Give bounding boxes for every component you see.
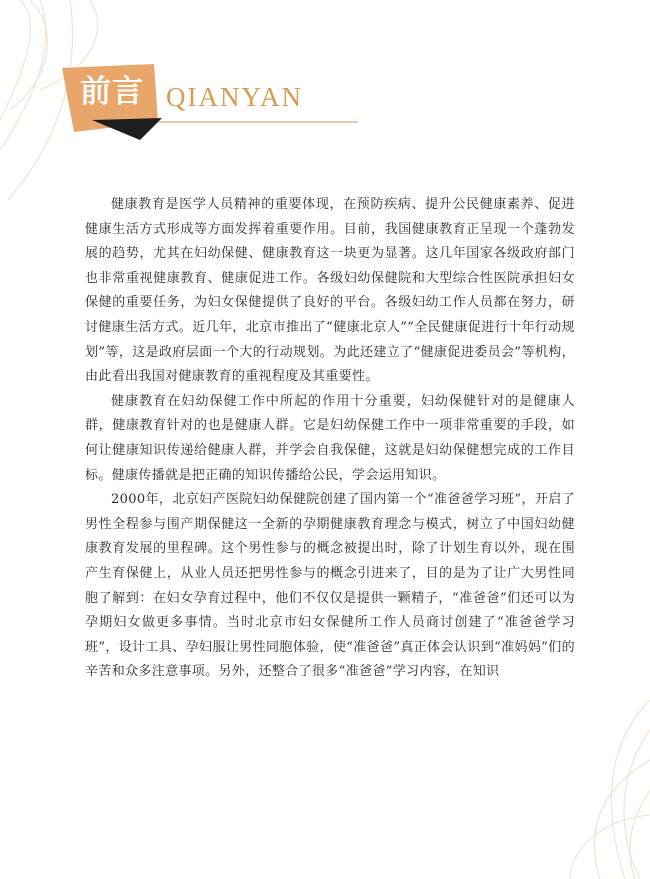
heading-title-pinyin: QIANYAN bbox=[166, 82, 303, 112]
paragraph: 健康教育在妇幼保健工作中所起的作用十分重要，妇幼保健针对的是健康人群，健康教育针对的也是健康人群。它是妇幼保健工作中一项非常重要的手段，如何让健康知识传递给健康人群，并学会自我保健，这就是妇幼保健想完成的工作目标。健康传播就是把正确的知识传播给公民，学会运用知识。 bbox=[85, 393, 575, 483]
preface-body bbox=[85, 193, 575, 685]
preface-heading bbox=[62, 62, 362, 142]
paragraph: 健康教育是医学人员精神的重要体现，在预防疾病、提升公民健康素养、促进健康生活方式形成等方面发挥着重要作用。目前，我国健康教育正呈现一个蓬勃发展的趋势，尤其在妇幼保健、健康教育这一块更为显著。这几年国家各级政府部门也非常重视健康教育、健康促进工作。各级妇幼保健院和大型综合性医院承担妇女保健的重要任务，为妇女保健提供了良好的平台。各级妇幼工作人员都在努力，研讨健康生活方式。近几年，北京市推出了“健康北京人”“全民健康促进行十年行动规划”等，这是政府层面一个大的行动规划。为此还建立了“健康促进委员会”等机构，由此看出我国对健康教育的重视程度及其重要性。 bbox=[85, 197, 575, 385]
heading-title-chinese: 前言 bbox=[80, 74, 144, 110]
paragraph: 2000年，北京妇产医院妇幼保健院创建了国内第一个“准爸爸学习班”，开启了男性全程参与围产期保健这一全新的孕期健康教育理念与模式，树立了中国妇幼健康教育发展的里程碑。这个男性参与的概念被提出时，除了计划生育以外，现在围产生育保健上，从业人员还把男性参与的概念引进来了，目的是为了让广大男性同胞了解到：在妇女孕育过程中，他们不仅仅是提供一颗精子，“准爸爸”们还可以为孕期妇女做更多事情。当时北京市妇女保健所工作人员商讨创建了“准爸爸学习班”，设计工具、孕妇服让男性同胞体验，使“准爸爸”真正体会认识到“准妈妈”们的辛苦和众多注意事项。另外，还整合了很多“准爸爸”学习内容，在知识 bbox=[85, 492, 575, 680]
